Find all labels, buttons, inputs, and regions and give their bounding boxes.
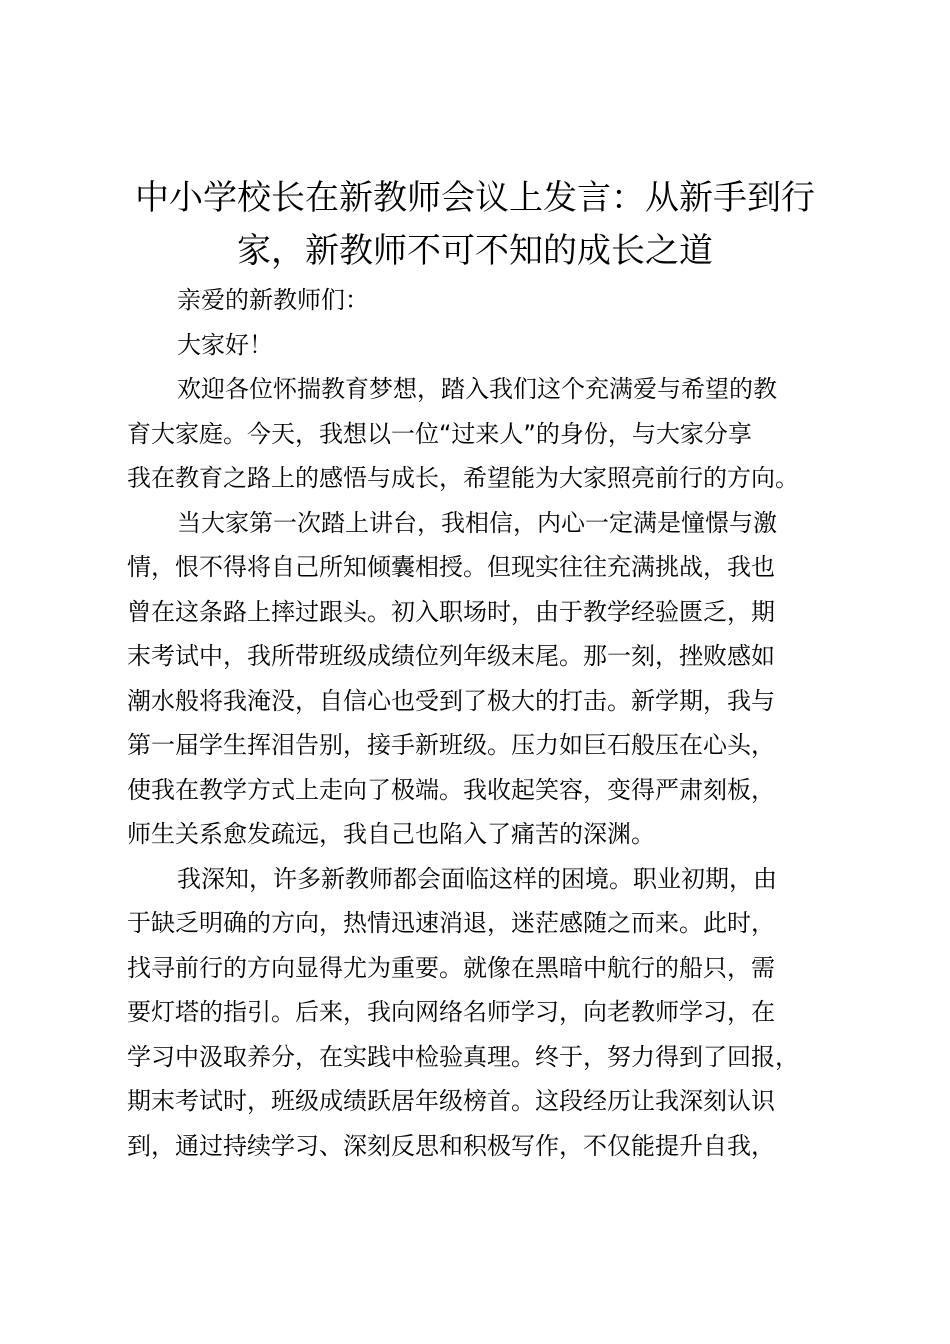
paragraph-line: 到，通过持续学习、深刻反思和积极写作，不仅能提升自我， — [127, 1131, 775, 1160]
paragraph-line: 期末考试时，班级成绩跃居年级榜首。这段经历让我深刻认识 — [127, 1087, 775, 1115]
paragraph-line: 师生关系愈发疏远，我自己也陷入了痛苦的深渊。 — [127, 820, 655, 848]
hello-line: 大家好！ — [177, 330, 273, 359]
paragraph-line: 情，恨不得将自己所知倾囊相授。但现实往往充满挑战，我也 — [127, 553, 775, 581]
paragraph-line: 欢迎各位怀揣教育梦想，踏入我们这个充满爱与希望的教 — [177, 375, 777, 403]
paragraph-line: 当大家第一次踏上讲台，我相信，内心一定满是憧憬与激 — [177, 508, 777, 537]
paragraph-1 — [127, 367, 857, 501]
paragraph-line: 于缺乏明确的方向，热情迅速消退，迷茫感随之而来。此时， — [127, 909, 775, 937]
paragraph-line: 我深知，许多新教师都会面临这样的困境。职业初期，由 — [177, 864, 777, 893]
paragraph-2 — [127, 501, 857, 857]
paragraph-line: 使我在教学方式上走向了极端。我收起笑容，变得严肃刻板， — [127, 775, 775, 804]
title-line: 家，新教师不可不知的成长之道 — [237, 231, 713, 271]
greeting-line: 亲爱的新教师们： — [177, 286, 369, 314]
paragraph-line: 潮水般将我淹没，自信心也受到了极大的打击。新学期，我与 — [127, 686, 775, 715]
paragraph-line: 要灯塔的指引。后来，我向网络名师学习，向老教师学习，在 — [127, 998, 775, 1026]
paragraph-line: 第一届学生挥泪告别，接手新班级。压力如巨石般压在心头， — [127, 731, 775, 759]
paragraph-line: 曾在这条路上摔过跟头。初入职场时，由于教学经验匮乏，期 — [127, 597, 775, 626]
paragraph-line: 找寻前行的方向显得尤为重要。就像在黑暗中航行的船只，需 — [127, 953, 775, 982]
paragraph-line: 学习中汲取养分，在实践中检验真理。终于，努力得到了回报， — [127, 1042, 799, 1071]
paragraph-line: 育大家庭。今天，我想以一位“过来人”的身份，与大家分享 — [127, 419, 752, 448]
paragraph-line: 末考试中，我所带班级成绩位列年级末尾。那一刻，挫败感如 — [127, 642, 775, 670]
document-title — [110, 172, 840, 278]
paragraph-line: 我在教育之路上的感悟与成长，希望能为大家照亮前行的方向。 — [127, 464, 799, 492]
paragraph-3 — [127, 857, 857, 1169]
document-body — [127, 278, 857, 1168]
title-line: 中小学校长在新教师会议上发言：从新手到行 — [135, 178, 815, 218]
